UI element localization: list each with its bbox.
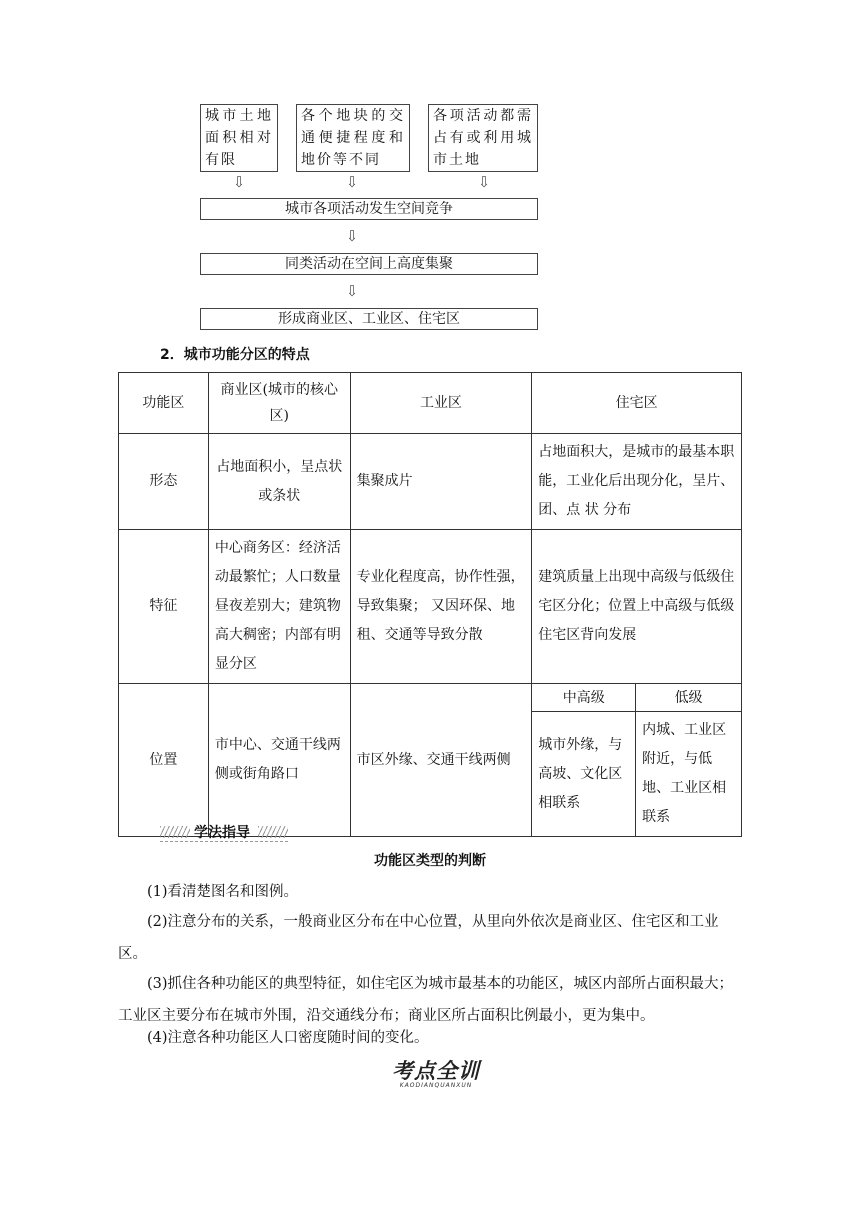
guide-paragraph-1: (1)看清楚图名和图例。 [147,884,299,900]
location-industrial: 市区外缘、交通干线两侧 [350,684,532,837]
row-label-feature: 特征 [119,530,209,684]
guide-banner [160,822,288,842]
guide-paragraph-4: (4)注意各种功能区人口密度随时间的变化。 [147,1030,429,1046]
down-arrow-icon: ⇩ [345,173,359,191]
flow-box-activities-land: 各项活动都需占有或利用城市土地 [428,104,538,172]
down-arrow-icon: ⇩ [345,227,359,245]
function-zone-table [118,372,742,837]
table-header-row [119,373,742,434]
down-arrow-icon: ⇩ [477,173,491,191]
feature-commercial: 中心商务区：经济活动最繁忙；人口数量昼夜差别大；建筑物高大稠密；内部有明显分区 [208,530,350,684]
location-commercial: 市中心、交通干线两侧或街角路口 [208,684,350,837]
table-row [119,530,742,684]
footer-logo-title: 考点全训 [392,1058,480,1083]
flow-box-land-limited: 城市土地面积相对有限 [200,104,278,172]
form-commercial: 占地面积小，呈点状或条状 [208,434,350,530]
location-residential-low-header: 低级 [636,684,742,712]
table-row [119,434,742,530]
banner-stripes-left [160,826,190,838]
form-residential: 占地面积大，是城市的最基本职能，工业化后出现分化，呈片、团、点 状 分布 [532,434,742,530]
footer-logo-subtitle: KAODIANQUANXUN [399,1082,473,1089]
location-residential-low: 内城、工业区附近，与低地、工业区相联系 [636,712,742,837]
flow-step-agglomeration: 同类活动在空间上高度集聚 [200,253,538,275]
header-commercial: 商业区(城市的核心区) [208,373,350,434]
down-arrow-icon: ⇩ [345,282,359,300]
table-row [119,684,742,712]
row-label-location: 位置 [119,684,209,837]
feature-industrial: 专业化程度高，协作性强，导致集聚； 又因环保、地 租、交通等导致分散 [350,530,532,684]
guide-title: 功能区类型的判断 [374,853,486,869]
header-residential: 住宅区 [532,373,742,434]
location-residential-high-header: 中高级 [532,684,636,712]
feature-residential: 建筑质量上出现中高级与低级住宅区分化；位置上中高级与低级住宅区背向发展 [532,530,742,684]
down-arrow-icon: ⇩ [232,173,246,191]
guide-paragraph-3: (3)抓住各种功能区的典型特征，如住宅区为城市最基本的功能区，城区内部所占面积最大；工业区主要分布在城市外围，沿交通线分布；商业区所占面积比例最小，更为集中。 [118,976,734,1024]
row-label-form: 形态 [119,434,209,530]
guide-paragraph-2: (2)注意分布的关系，一般商业区分布在中心位置，从里向外依次是商业区、住宅区和工业区。 [118,914,719,962]
footer-logo [380,1060,492,1088]
flow-step-zones: 形成商业区、工业区、住宅区 [200,308,538,330]
flow-step-competition: 城市各项活动发生空间竞争 [200,198,538,220]
guide-banner-label: 学法指导 [194,825,250,841]
header-zone: 功能区 [119,373,209,434]
header-industrial: 工业区 [350,373,532,434]
flow-box-traffic-price: 各个地块的交通便捷程度和地价等不同 [296,104,410,172]
location-residential-high: 城市外缘，与高坡、文化区相联系 [532,712,636,837]
banner-divider [160,841,288,842]
banner-stripes-right [258,826,288,838]
section-title: 2．城市功能分区的特点 [160,347,310,363]
form-industrial: 集聚成片 [350,434,532,530]
